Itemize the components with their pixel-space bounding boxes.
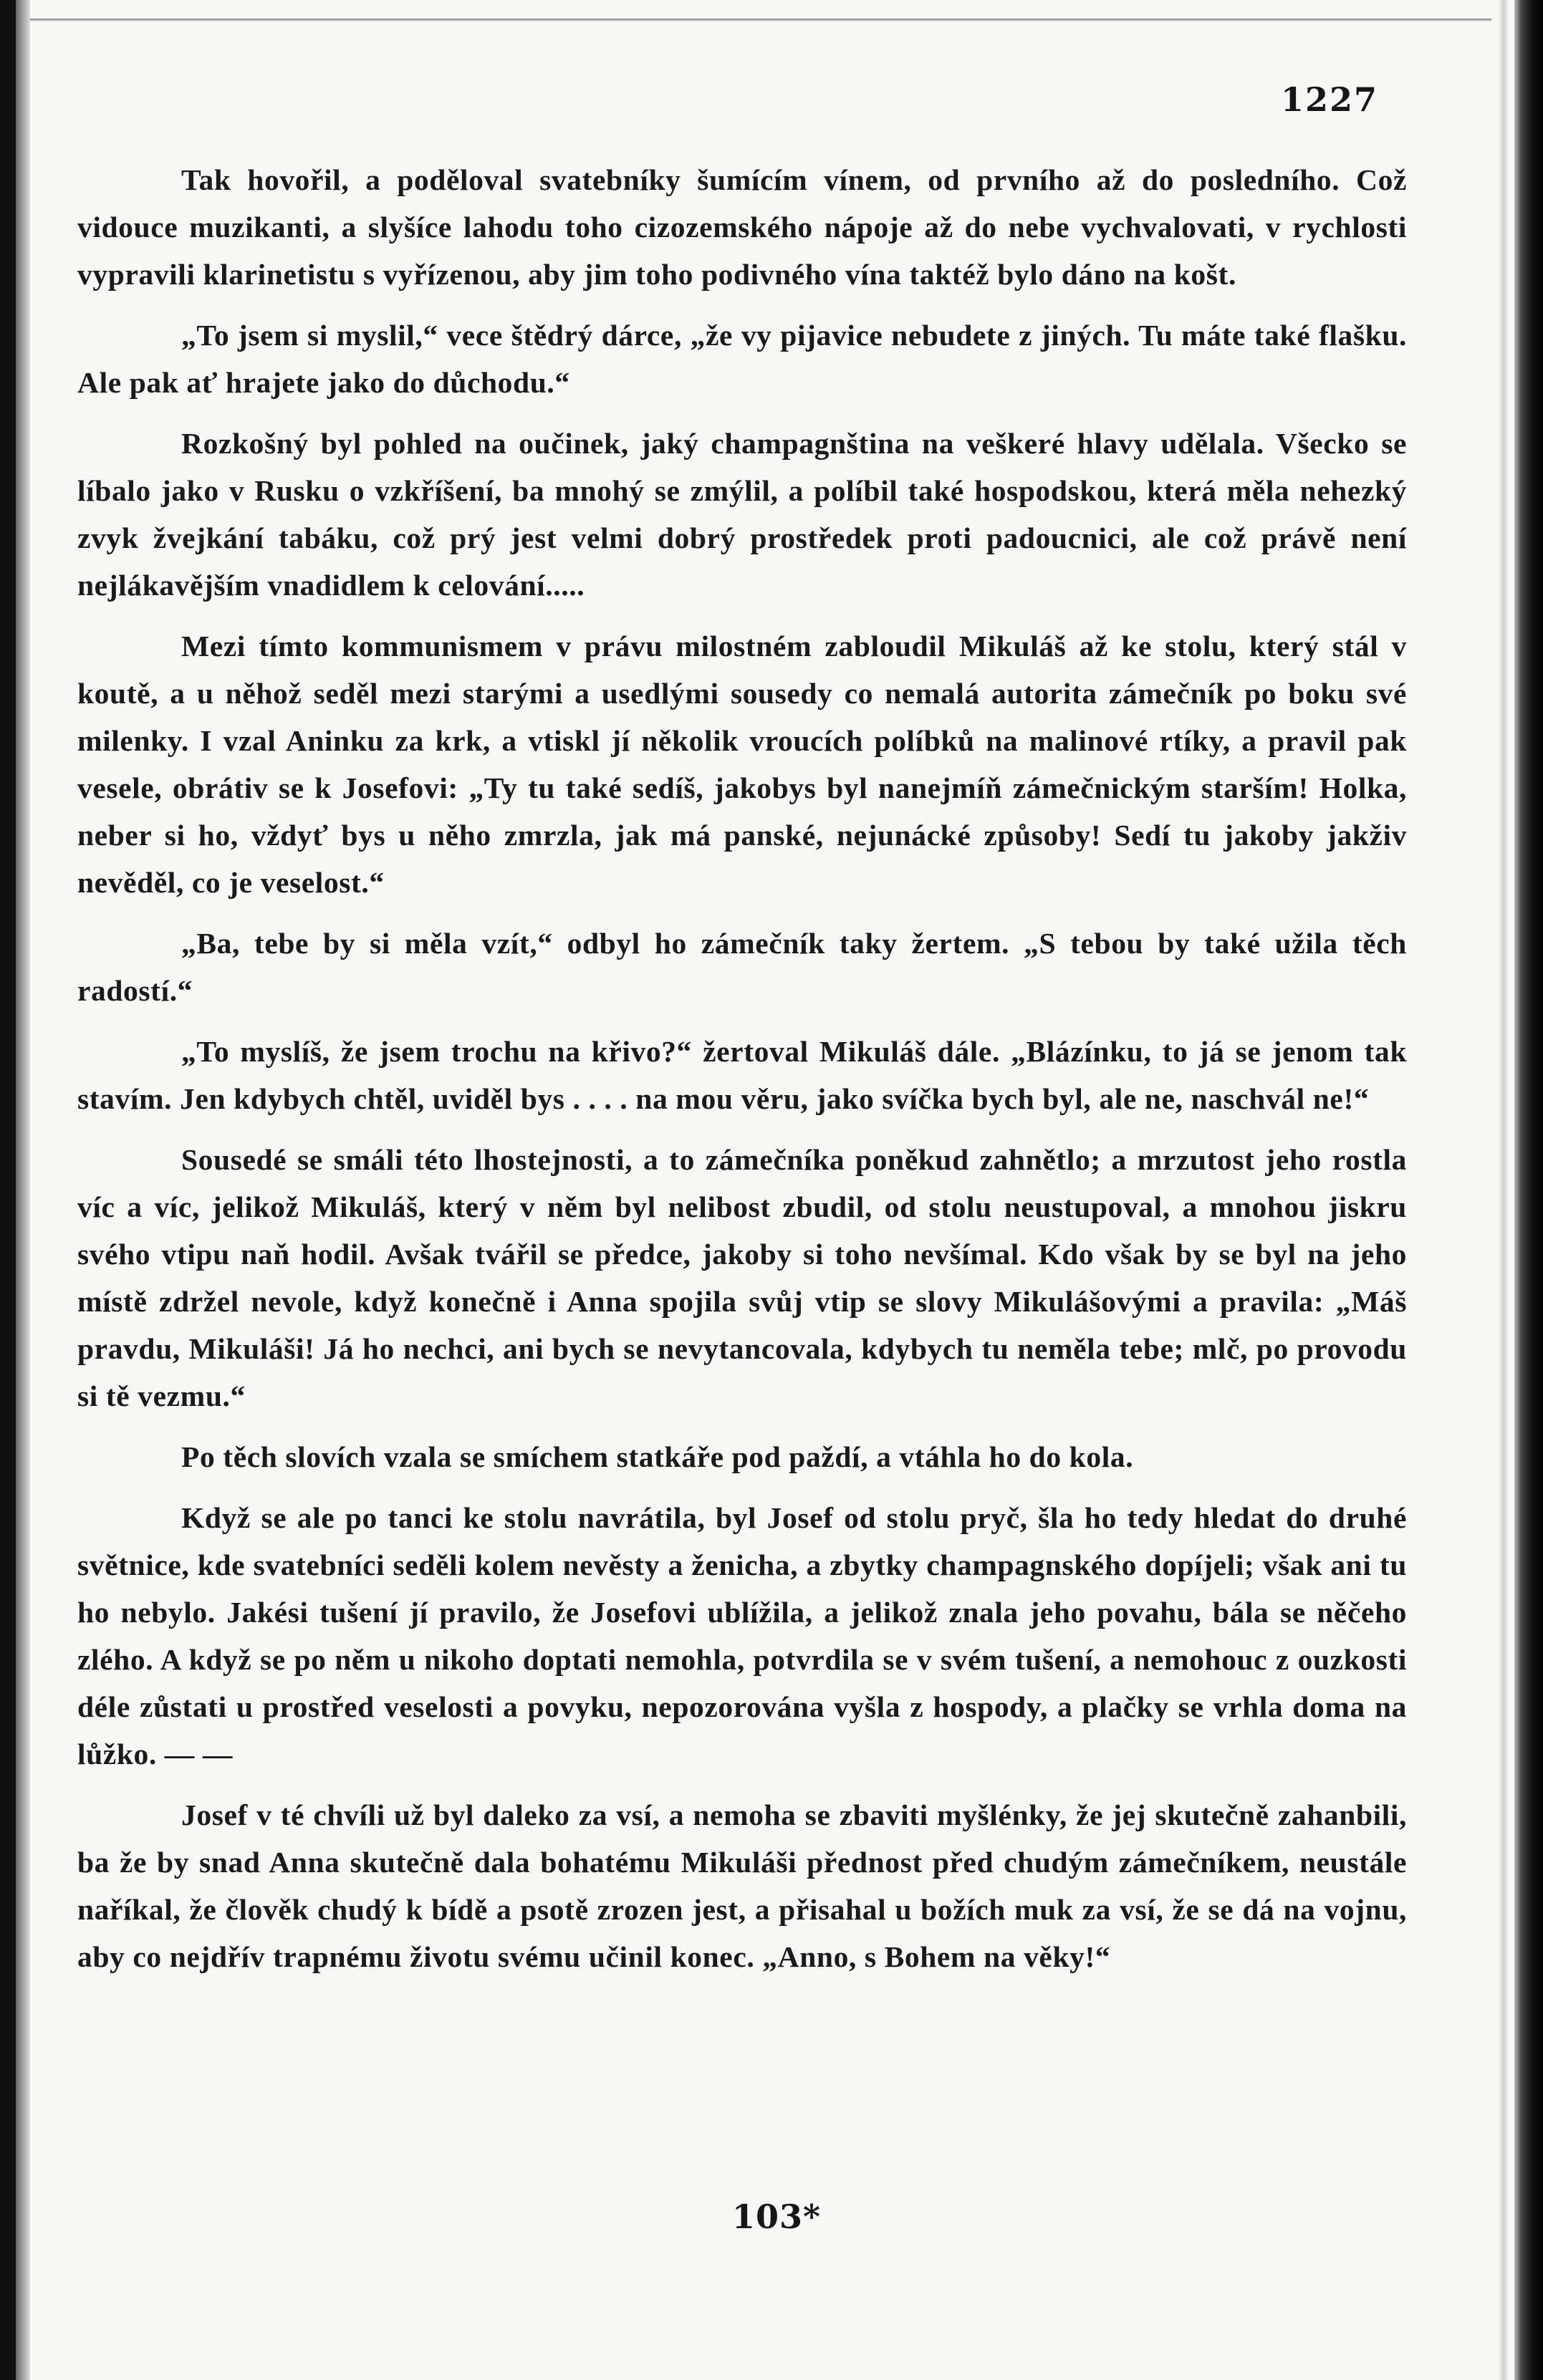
paragraph: Když se ale po tanci ke stolu navrátila, byl Josef od stolu pryč, šla ho tedy hledat do druhé světnice, kde svatebníci seděli kolem nevěsty a ženicha, a zbytky champagnského dopíjeli; však ani tu ho nebylo. Jakési tušení jí pravilo, že Josefovi ublížila, a jelikož znala jeho povahu, bála se něčeho zlého. A když se po něm u nikoho doptati nemohla, potvrdila se v svém tušení, a nemohouc z ouzkosti déle zůstati u prostřed veselosti a povyku, nepozorována vyšla z hospody, a plačky se vrhla doma na lůžko. — — bbox=[77, 1501, 1407, 1770]
scan-border-left bbox=[0, 0, 16, 2380]
scan-fold-right bbox=[1499, 0, 1509, 2380]
paragraph: Josef v té chvíli už byl daleko za vsí, a nemoha se zbaviti myšlénky, že jej skutečně zahanbili, ba že by snad Anna skutečně dala bohatému Mikuláši přednost před chudým zámečníkem, neustále naříkal, že člověk chudý k bídě a psotě zrozen jest, a přisahal u božích muk za vsí, že se dá na vojnu, aby co nejdřív trapnému životu svému učinil konec. „Anno, s Bohem na věky!“ bbox=[77, 1798, 1407, 1973]
scan-shadow-left bbox=[16, 0, 30, 2380]
paragraph: Mezi tímto kommunismem v právu milostném zabloudil Mikuláš až ke stolu, který stál v koutě, a u něhož seděl mezi starými a usedlými sousedy co nemalá autorita zámečník po boku své milenky. I vzal Aninku za krk, a vtiskl jí několik vroucích políbků na malinové rtíky, a pravil pak vesele, obrátiv se k Josefovi: „Ty tu také sedíš, jakobys byl nanejmíň zámečnickým starším! Holka, neber si ho, vždyť bys u něho zmrzla, jak má panské, nejunácké způsoby! Sedí tu jakoby jakživ nevěděl, co je veselost.“ bbox=[77, 630, 1407, 899]
paragraph: Rozkošný byl pohled na oučinek, jaký champagnština na veškeré hlavy udělala. Všecko se líbalo jako v Rusku o vzkříšení, ba mnohý se zmýlil, a políbil také hospodskou, která měla nehezký zvyk žvejkání tabáku, což prý jest velmi dobrý prostředek proti padoucnici, ale což právě není nejlákavějším vnadidlem k celování..... bbox=[77, 427, 1407, 602]
paragraph: Tak hovořil, a poděloval svatebníky šumícím vínem, od prvního až do posledního. Což vidouce muzikanti, a slyšíce lahodu toho cizozemského nápoje až do nebe vychvalovati, v rychlosti vypravili klarinetistu s vyřízenou, aby jim toho podivného vína taktéž bylo dáno na košt. bbox=[77, 163, 1407, 291]
paragraph: Sousedé se smáli této lhostejnosti, a to zámečníka poněkud zahnětlo; a mrzutost jeho rostla víc a víc, jelikož Mikuláš, který v něm byl nelibost zbudil, od stolu neustupoval, a mnohou jiskru svého vtipu naň hodil. Avšak tvářil se předce, jakoby si toho nevšímal. Kdo však by se byl na jeho místě zdržel nevole, když konečně i Anna spojila svůj vtip se slovy Mikulášovými a pravila: „Máš pravdu, Mikuláši! Já ho nechci, ani bych se nevytancovala, kdybych tu neměla tebe; mlč, po provodu si tě vezmu.“ bbox=[77, 1143, 1407, 1412]
body-text bbox=[77, 156, 1407, 1980]
paragraph: Po těch slovích vzala se smíchem statkáře pod paždí, a vtáhla ho do kola. bbox=[181, 1440, 1134, 1473]
page-number: 1227 bbox=[1280, 80, 1378, 119]
paragraph: „To myslíš, že jsem trochu na křivo?“ žertoval Mikuláš dále. „Blázínku, to já se jenom tak stavím. Jen kdybych chtěl, uviděl bys . . . . na mou věru, jako svíčka bych byl, ale ne, naschvál ne!“ bbox=[77, 1035, 1407, 1115]
printer-signature: 103* bbox=[732, 2197, 822, 2236]
scan-border-right bbox=[1514, 0, 1543, 2380]
scan-top-edge bbox=[30, 19, 1491, 21]
paragraph: „Ba, tebe by si měla vzít,“ odbyl ho zámečník taky žertem. „S tebou by také užila těch radostí.“ bbox=[77, 927, 1407, 1007]
paragraph: „To jsem si myslil,“ vece štědrý dárce, „že vy pijavice nebudete z jiných. Tu máte také flašku. Ale pak ať hrajete jako do důchodu.“ bbox=[77, 319, 1407, 399]
